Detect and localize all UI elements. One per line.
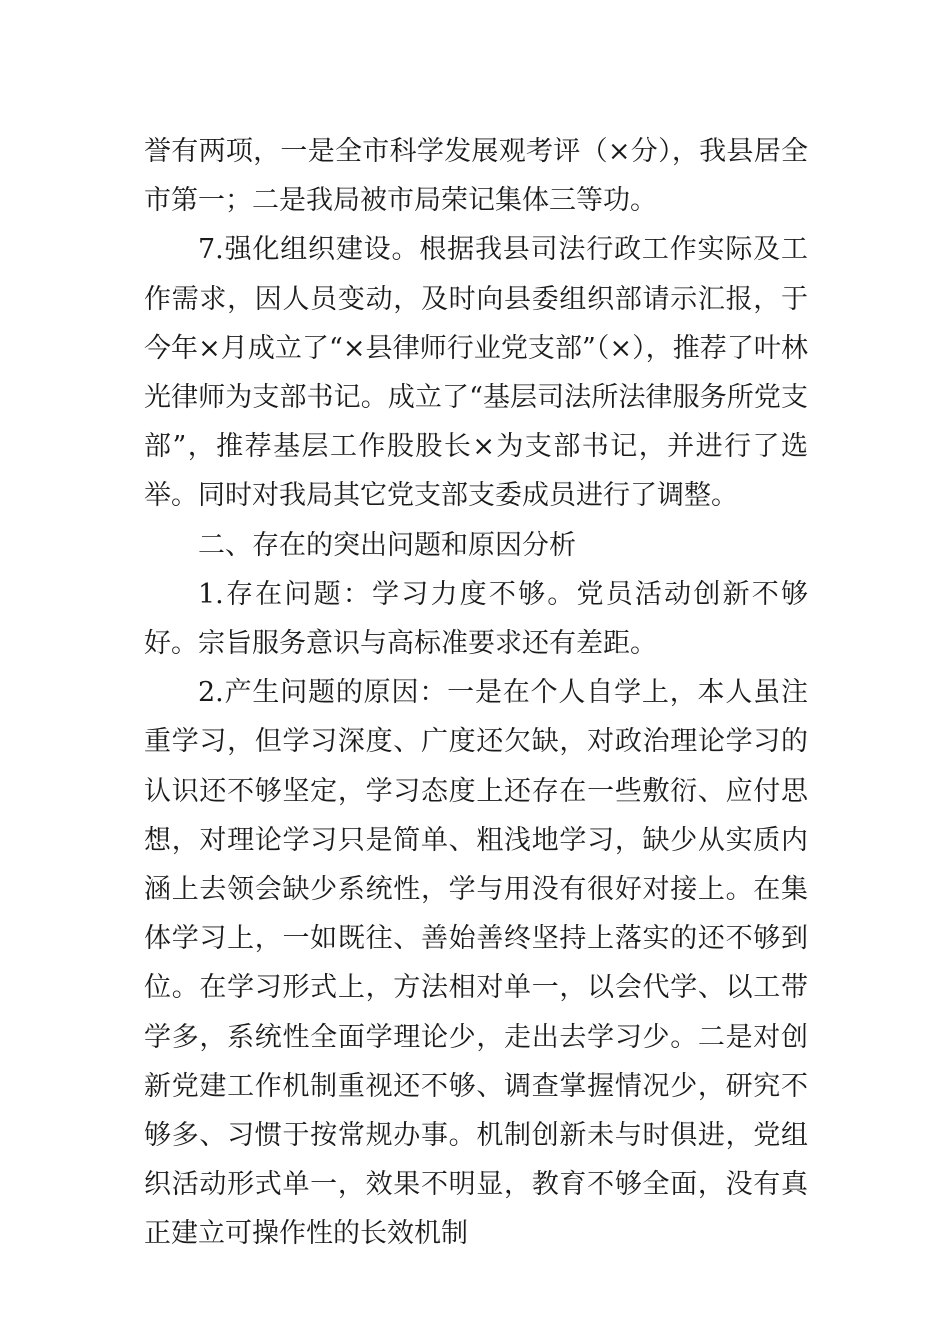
document-body [144,127,808,1259]
section-heading-problems: 二、存在的突出问题和原因分析 [198,529,576,561]
paragraph-problem-causes: 2.产生问题的原因：一是在个人自学上，本人虽注重学习，但学习深度、广度还欠缺，对政治理论学习的认识还不够坚定，学习态度上还存在一些敷衍、应付思想，对理论学习只是简单、粗浅地学习，缺少从实质内涵上去领会缺少系统性，学与用没有很好对接上。在集体学习上，一如既往、善始善终坚持上落实的还不够到位。在学习形式上，方法相对单一，以会代学、以工带学多，系统性全面学理论少，走出去学习少。二是对创新党建工作机制重视还不够、调查掌握情况少，研究不够多、习惯于按常规办事。机制创新未与时俱进，党组织活动形式单一，效果不明显，教育不够全面，没有真正建立可操作性的长效机制 [144,677,808,1250]
paragraph-organization-building: 7.强化组织建设。根据我县司法行政工作实际及工作需求，因人员变动，及时向县委组织部请示汇报，于今年×月成立了“×县律师行业党支部”（×），推荐了叶林光律师为支部书记。成立了“基层司法所法律服务所党支部”，推荐基层工作股股长×为支部书记，并进行了选举。同时对我局其它党支部支委成员进行了调整。 [144,234,808,512]
paragraph-awards-continued: 誉有两项，一是全市科学发展观考评（×分），我县居全市第一；二是我局被市局荣记集体三等功。 [144,136,808,217]
paragraph-existing-problems: 1.存在问题：学习力度不够。党员活动创新不够好。宗旨服务意识与高标准要求还有差距。 [144,578,808,660]
